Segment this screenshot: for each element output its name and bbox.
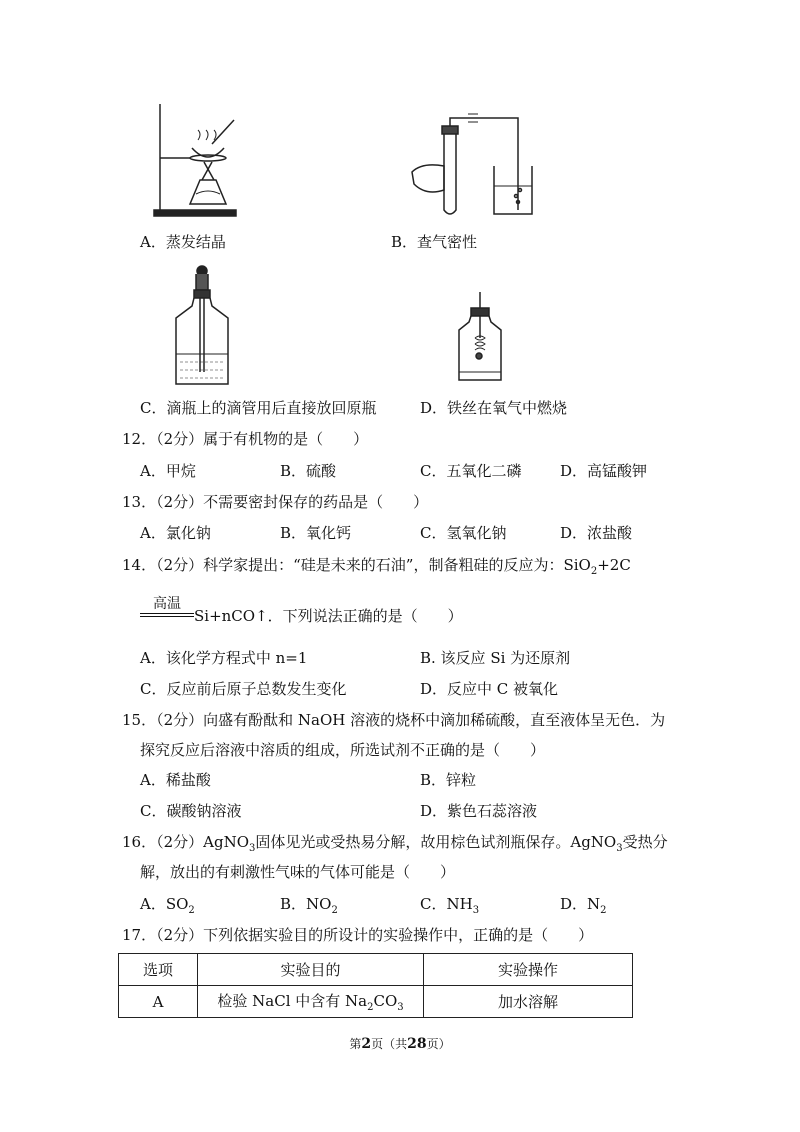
q16-option-c-main: C．NH: [420, 895, 473, 913]
experiment-table: [118, 953, 633, 1018]
question-13-stem: 13．（2分）不需要密封保存的药品是（ ）: [122, 493, 429, 511]
q15-option-b: B．锌粒: [420, 771, 477, 789]
q14-option-a: A．该化学方程式中 n=1: [140, 649, 308, 667]
q16-option-d-main: D．N: [560, 895, 601, 913]
q14-stem-part2: +2C: [597, 556, 631, 574]
q16-option-c: [420, 894, 479, 921]
question-16-stem-line1: [122, 832, 668, 859]
table-header-purpose: 实验目的: [198, 954, 424, 986]
footer-suffix: 页）: [426, 1037, 451, 1051]
footer-page-number: 2: [361, 1036, 372, 1052]
q14-option-d: D．反应中 C 被氧化: [420, 680, 559, 698]
table-header-row: [119, 954, 633, 986]
question-17-stem: 17．（2分）下列依据实验目的所设计的实验操作中，正确的是（ ）: [122, 926, 594, 944]
q16-option-a-main: A．SO: [140, 895, 189, 913]
q16-line1-a: 16．（2分）AgNO: [122, 833, 249, 851]
q16-option-d-sub: 2: [600, 905, 607, 916]
q16-option-c-sub: 3: [472, 905, 480, 916]
table-row: [119, 986, 633, 1018]
figure-iron-wire-combustion: [455, 290, 505, 382]
question-14-stem: [122, 555, 631, 582]
figure-evaporation: [150, 100, 240, 218]
option-c-label: C．滴瓶上的滴管用后直接放回原瓶: [140, 399, 377, 417]
question-15-stem-line2: 探究反应后溶液中溶质的组成，所选试剂不正确的是（ ）: [140, 741, 546, 759]
q13-option-a: A．氯化钠: [140, 524, 211, 542]
purpose-sub-2: 3: [397, 1002, 404, 1013]
q16-option-b: [280, 894, 338, 921]
q16-option-d: [560, 894, 607, 921]
purpose-sub-1: 2: [367, 1002, 374, 1013]
footer-mid: 页（共: [371, 1037, 408, 1051]
q16-line1-c: 受热分: [622, 833, 668, 851]
footer-total-pages: 28: [407, 1036, 427, 1052]
q12-option-b: B．硫酸: [280, 462, 337, 480]
q16-line1-b: 固体见光或受热易分解，故用棕色试剂瓶保存。AgNO: [255, 833, 617, 851]
page-footer: [0, 1035, 800, 1052]
q14-option-c: C．反应前后原子总数发生变化: [140, 680, 347, 698]
table-cell-operation: 加水溶解: [424, 986, 633, 1018]
figure-dropper-bottle: [170, 262, 232, 388]
q15-option-c: C．碳酸钠溶液: [140, 802, 242, 820]
table-header-operation: 实验操作: [424, 954, 633, 986]
q16-option-b-main: B．NO: [280, 895, 332, 913]
table-cell-purpose: [198, 986, 424, 1018]
q12-option-c: C．五氧化二磷: [420, 462, 522, 480]
q14-option-b: B. 该反应 Si 为还原剂: [420, 649, 571, 667]
q13-option-c: C．氢氧化钠: [420, 524, 507, 542]
reaction-condition-text: 高温: [153, 596, 181, 612]
q14-stem-part1: 14．（2分）科学家提出：“硅是未来的石油”，制备粗硅的反应为：SiO: [122, 556, 591, 574]
q12-option-a: A．甲烷: [140, 462, 196, 480]
q16-option-a: [140, 894, 195, 921]
reaction-condition: [140, 596, 194, 617]
q14-stem-sub: 2: [590, 566, 598, 577]
q16-option-b-sub: 2: [331, 905, 338, 916]
figure-airtightness-check: [408, 110, 538, 220]
question-14-stem-line2: Si+nCO↑．下列说法正确的是（ ）: [194, 607, 463, 625]
q16-option-a-sub: 2: [188, 905, 195, 916]
footer-prefix: 第: [349, 1037, 362, 1051]
purpose-text-a: 检验 NaCl 中含有 Na: [217, 992, 368, 1010]
purpose-text-b: CO: [373, 992, 398, 1010]
question-15-stem-line1: 15．（2分）向盛有酚酞和 NaOH 溶液的烧杯中滴加稀硫酸，直至液体呈无色．为: [122, 711, 666, 729]
question-12-stem: 12．（2分）属于有机物的是（ ）: [122, 430, 369, 448]
q16-line1-sub-a: 3: [249, 843, 256, 854]
option-a-label: A．蒸发结晶: [140, 233, 226, 251]
q12-option-d: D．高锰酸钾: [560, 462, 648, 480]
question-16-stem-line2: 解，放出的有刺激性气味的气体可能是（ ）: [140, 863, 456, 881]
table-header-option: 选项: [119, 954, 198, 986]
q16-line1-sub-b: 3: [616, 843, 623, 854]
q13-option-d: D．浓盐酸: [560, 524, 633, 542]
q15-option-d: D．紫色石蕊溶液: [420, 802, 538, 820]
option-b-label: B．查气密性: [391, 233, 478, 251]
q13-option-b: B．氧化钙: [280, 524, 352, 542]
option-d-label: D．铁丝在氧气中燃烧: [420, 399, 568, 417]
q15-option-a: A．稀盐酸: [140, 771, 211, 789]
table-cell-option: A: [119, 986, 198, 1018]
